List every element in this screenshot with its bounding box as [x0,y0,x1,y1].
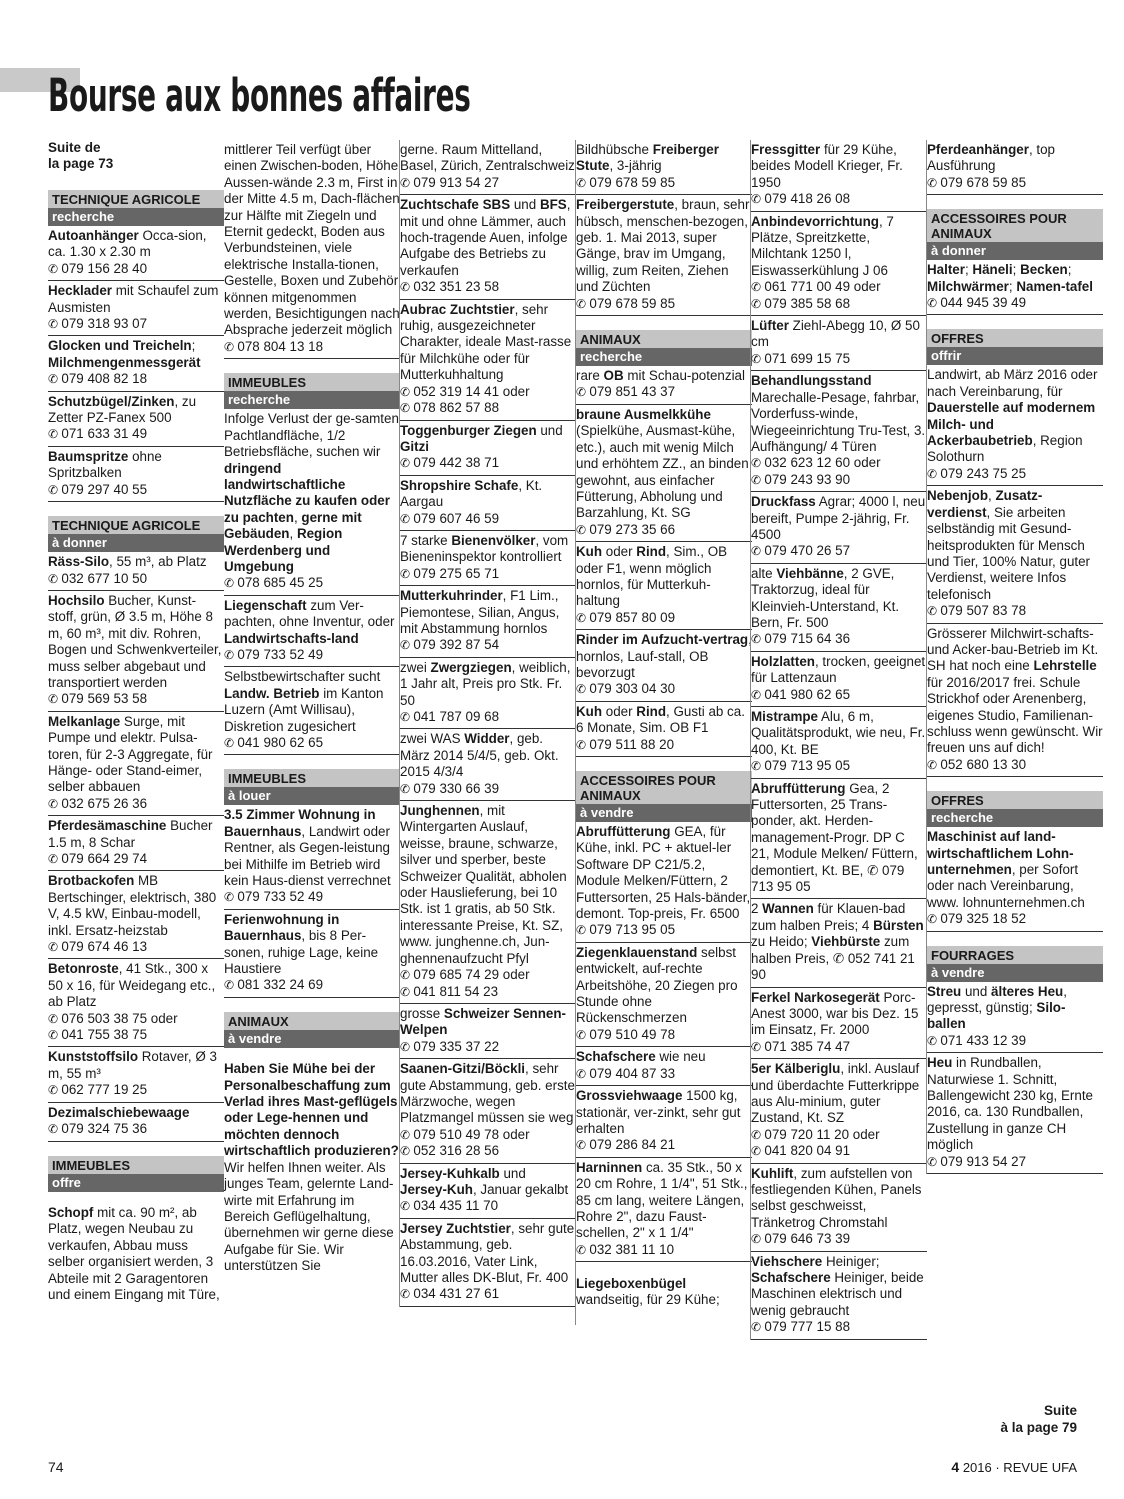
classified-ad [927,486,1103,623]
column-4 [575,140,752,1325]
phone-number: ✆ 079 685 74 29 oder [400,967,576,983]
phone-number: ✆ 071 633 31 49 [48,426,224,442]
section-header [224,769,400,805]
section-title: ACCESSOIRES POUR ANIMAUX [576,771,752,804]
ad-text: Mistrampe Alu, 6 m, Qualitätsprodukt, wie neu, Fr. 400, Kt. BE [751,709,926,757]
classified-ad [751,371,927,492]
phone-number: ✆ 062 777 19 25 [48,1082,224,1098]
classified-ad [751,1252,927,1340]
section-subtitle: à donner [927,242,1103,260]
section-subtitle: offrir [927,347,1103,365]
section-title: ANIMAUX [576,330,752,348]
classified-ad [48,552,224,591]
classified-ad [48,1205,224,1320]
classified-ad [48,1047,224,1102]
ad-text: Selbstbewirtschafter sucht Landw. Betrieb im Kanton Luzern (Amt Willisau), Diskretion zugesichert [224,669,384,734]
classified-ad [224,1061,400,1291]
ad-text: Saanen-Gitzi/Böckli, sehr gute Abstammung, geb. erste Märzwoche, wegen Platzmangel müssen sie weg [400,1061,575,1126]
page-title: Bourse aux bonnes affaires [48,69,471,122]
section-header [576,771,752,822]
phone-number: ✆ 032 623 12 60 oder [751,455,927,471]
phone-number: ✆ 079 418 26 08 [751,191,927,207]
section-title: IMMEUBLES [224,769,400,787]
classified-ad [576,1047,752,1086]
section-header [48,516,224,552]
phone-number: ✆ 079 511 88 20 [576,737,752,753]
phone-number: ✆ 079 777 15 88 [751,1319,927,1335]
classified-ad [751,140,927,212]
ad-text: Infolge Verlust der ge-samten Pachtlandfläche, 1/2 Betriebsfläche, suchen wir dringend landwirtschaftliche Nutzfläche zu kaufen oder zu pachten, gerne mit Gebäuden, Region Werdenberg und Umgebung [224,411,399,574]
phone-number: ✆ 041 755 38 75 [48,1027,224,1043]
section-header [927,946,1103,982]
phone-number: ✆ 079 392 87 54 [400,637,576,653]
phone-number: ✆ 079 715 64 36 [751,631,927,647]
phone-number: ✆ 041 787 09 68 [400,709,576,725]
phone-number: ✆ 079 318 93 07 [48,316,224,332]
classified-ad [48,591,224,712]
phone-number: ✆ 041 811 54 23 [400,984,576,1000]
ad-text: 7 starke Bienenvölker, vom Bieneninspektor kontrolliert [400,532,569,565]
phone-number: ✆ 052 680 13 30 [927,757,1103,773]
ad-text: Hecklader mit Schaufel zum Ausmisten [48,283,219,315]
classified-ad [751,316,927,371]
phone-number: ✆ 032 351 23 58 [400,279,576,295]
phone-number: ✆ 034 435 11 70 [400,1198,576,1214]
section-header [224,373,400,409]
column-5 [750,140,927,1340]
continued-from-note: Suite de la page 73 [48,140,114,171]
section-header [927,329,1103,365]
ad-text: Shropshire Schafe, Kt. Aargau [400,477,543,510]
ad-text: Ferkel Narkosegerät Porc-Anest 3000, war bis Dez. 15 im Einsatz, Fr. 2000 [751,989,919,1038]
section-title: IMMEUBLES [224,373,400,391]
classified-ad [576,630,752,702]
classified-ad [927,260,1103,315]
phone-number: ✆ 079 324 75 36 [48,1121,224,1137]
ad-text: Ferienwohnung in Bauernhaus, bis 8 Per-sonen, ruhige Lage, keine Haustiere [224,911,379,977]
phone-number: ✆ 079 507 83 78 [927,603,1103,619]
classified-ad [576,943,752,1047]
classified-ad [48,226,224,281]
issue-label: 2016 · REVUE UFA [959,1460,1077,1475]
ad-text: Mutterkuhrinder, F1 Lim., Piemontese, Silian, Angus, mit Abstammung hornlos [400,588,560,636]
section-title: IMMEUBLES [48,1156,224,1174]
section-header [927,209,1103,260]
phone-number: ✆ 079 674 46 13 [48,939,224,955]
ad-text: Halter; Häneli; Becken; Milchwärmer; Namen-tafel [927,262,1093,294]
column-1 [48,140,224,1320]
phone-number: ✆ 079 678 59 85 [576,296,752,312]
ad-text: Haben Sie Mühe bei der Personalbeschaffung zum Verlad ihres Mast-geflügels oder Lege-hennen und möchten dennoch wirtschaftlich produzieren? Wir helfen Ihnen weiter. Als junges Team, gelernte Land-wirte mit Erfahrung im Bereich Geflügelhaltung, übernehmen wir gerne diese Aufgabe für Sie. Wir unterstützen Sie [224,1061,399,1274]
phone-number: ✆ 041 980 62 65 [224,735,400,751]
classified-ad [48,1103,224,1142]
section-title: OFFRES [927,791,1103,809]
phone-number: ✆ 079 913 54 27 [400,175,576,191]
phone-number: ✆ 079 286 84 21 [576,1137,752,1153]
phone-number: ✆ 079 857 80 09 [576,610,752,626]
classified-ad [751,899,927,987]
phone-number: ✆ 079 243 93 90 [751,472,927,488]
section-title: TECHNIQUE AGRICOLE [48,516,224,534]
classified-ad [48,336,224,391]
section-title: FOURRAGES [927,946,1103,964]
classified-ad [927,982,1103,1054]
phone-number: ✆ 079 330 66 39 [400,781,576,797]
phone-number: ✆ 061 771 00 49 oder [751,279,927,295]
classified-ad [400,1164,576,1219]
classified-ad [400,801,576,1004]
classified-ad [48,447,224,502]
ad-text: Kuh oder Rind, Gusti ab ca. 6 Monate, Sim. OB F1 [576,703,745,736]
ad-text: Betonroste, 41 Stk., 300 x 50 x 16, für Weidegang etc., ab Platz [48,961,216,1010]
ad-text: Junghennen, mit Wintergarten Auslauf, weisse, braune, schwarze, silver und sperber, beste Schweizer Qualität, abholen oder Hauslieferung, bei 10 Stk. ist 1 gratis, ab 50 Stk. interessante Preise, Kt. SZ, www. junghenne.ch, Jun-ghennenaufzucht Pfyl [400,803,567,966]
phone-number: ✆ 079 664 29 74 [48,851,224,867]
classified-ad [751,1164,927,1252]
ad-text: Freibergerstute, braun, sehr hübsch, menschen-bezogen, geb. 1. Mai 2013, super Gänge, brav im Umgang, willig, zum Reiten, Ziehen und Züchten [576,197,750,295]
phone-number: ✆ 079 243 75 25 [927,466,1103,482]
ad-text: Bildhübsche Freiberger Stute, 3-jährig [576,142,719,174]
classified-ad [751,707,927,779]
section-subtitle: à louer [224,787,400,805]
classified-ad [400,658,576,730]
classified-ad [751,212,927,316]
classified-ad [400,729,576,801]
classified-ad [576,405,752,542]
phone-number: ✆ 079 678 59 85 [576,175,752,191]
phone-number: ✆ 079 733 52 49 [224,889,400,905]
classified-ad [927,624,1103,778]
phone-number: ✆ 078 804 13 18 [224,339,400,355]
issue-info [951,1459,1077,1475]
phone-number: ✆ 034 431 27 61 [400,1286,576,1302]
section-subtitle: à vendre [224,1030,400,1048]
phone-number: ✆ 071 699 15 75 [751,351,927,367]
ad-text: Glocken und Treicheln; Milchmengenmessgerät [48,338,201,370]
classified-ad [751,652,927,707]
continued-on-note: Suite à la page 79 [1000,1403,1077,1435]
ad-text: Druckfass Agrar; 4000 l, neu bereift, Pumpe 2-jährig, Fr. 4500 [751,494,926,542]
classified-ad [400,1004,576,1059]
section-header [48,1156,224,1192]
phone-number: ✆ 079 713 95 05 [751,758,927,774]
section-subtitle: à vendre [576,804,752,822]
ad-text: Zuchtschafe SBS und BFS, mit und ohne Lämmer, auch hoch-tragende Auen, infolge Aufgabe des Betriebs zu verkaufen [400,197,571,278]
ad-text: 2 Wannen für Klauen-bad zum halben Preis; 4 Bürsten zu Heido; Viehbürste zum halben Preis, ✆ 052 741 21 90 [751,901,924,983]
ad-text: Liegenschaft zum Ver-pachten, ohne Inventur, oder Landwirtschafts-land [224,597,395,646]
ad-text: mittlerer Teil verfügt über einen Zwischen-boden, Höhe Aussen-wände 2.3 m, First in der Mitte 4.5 m, Dach-flächen zur Hälfte mit Ziegeln und Eternit gedeckt, Boden aus Verbundsteinen, viele elektrische Installa-tionen, Gestelle, Boxen und Zubehör können mitgenommen werden, Besichtigungen nach Absprache jederzeit möglich [224,142,400,338]
ad-text: Pferdeanhänger, top Ausführung [927,142,1056,174]
phone-number: ✆ 079 646 73 39 [751,1231,927,1247]
ad-text: Anbindevorrichtung, 7 Plätze, Spreitzkette, Milchtank 1250 l, Eiswasserkühlung J 06 [751,213,894,278]
classified-ad [400,140,576,195]
ad-text: Streu und älteres Heu, gepresst, günstig; Silo-ballen [927,983,1067,1032]
phone-number: ✆ 079 156 28 40 [48,261,224,277]
classified-ad [224,140,400,359]
classified-ad [751,564,927,652]
ad-text: Grösserer Milchwirt-schafts- und Acker-bau-Betrieb im Kt. SH hat noch eine Lehrstelle für 2016/2017 frei. Schule Strickhof oder Arenenberg, eigenes Studio, Familienan-schluss wenn gewünscht. Wir freuen uns auf dich! [927,625,1103,756]
classified-ad [224,409,400,595]
ad-text: Schutzbügel/Zinken, zu Zetter PZ-Fanex 500 [48,393,197,426]
phone-number: ✆ 079 470 26 57 [751,543,927,559]
phone-number: ✆ 071 433 12 39 [927,1033,1103,1049]
ad-text: zwei Zwergziegen, weiblich, 1 Jahr alt, Preis pro Stk. Fr. 50 [400,659,571,708]
classified-ad [751,492,927,564]
classified-ad [400,476,576,531]
phone-number: ✆ 078 685 45 25 [224,575,400,591]
phone-number: ✆ 079 733 52 49 [224,647,400,663]
classified-ad [576,1158,752,1262]
classified-ad [576,195,752,316]
phone-number: ✆ 052 316 28 56 [400,1143,576,1159]
page-number: 74 [48,1459,64,1475]
ad-text: Hochsilo Bucher, Kunst-stoff, grün, Ø 3.5 m, Höhe 8 m, 60 m³, mit div. Rohren, Bogen und Schwenkverteiler, muss selber abgebaut und transportiert werden [48,592,222,690]
phone-number: ✆ 079 442 38 71 [400,455,576,471]
phone-number: ✆ 079 851 43 37 [576,384,752,400]
section-title: ANIMAUX [224,1012,400,1030]
phone-number: ✆ 032 381 11 10 [576,1242,752,1258]
classified-ad [48,712,224,816]
classified-ad [400,300,576,421]
phone-number: ✆ 076 503 38 75 oder [48,1011,224,1027]
ad-text: Kuhlift, zum aufstellen von festliegenden Kühen, Panels selbst geschweisst, Tränketrog Chromstahl [751,1165,922,1230]
section-title: OFFRES [927,329,1103,347]
classified-ad [224,910,400,998]
phone-number: ✆ 079 404 87 33 [576,1066,752,1082]
phone-number: ✆ 079 510 49 78 [576,1027,752,1043]
phone-number: ✆ 079 335 37 22 [400,1039,576,1055]
ad-text: Grossviehwaage 1500 kg, stationär, ver-zinkt, sehr gut erhalten [576,1088,741,1136]
phone-number: ✆ 041 980 62 65 [751,687,927,703]
phone-number: ✆ 032 677 10 50 [48,571,224,587]
phone-number: ✆ 079 569 53 58 [48,691,224,707]
classified-ad [400,1059,576,1163]
phone-number: ✆ 079 510 49 78 oder [400,1127,576,1143]
ad-text: Pferdesämaschine Bucher 1.5 m, 8 Schar [48,818,213,850]
ad-text: Lüfter Ziehl-Abegg 10, Ø 50 cm [751,318,920,350]
ad-text: Harninnen ca. 35 Stk., 50 x 20 cm Rohre, 1 1/4", 51 Stk., 85 cm lang, weitere Längen, Rohre 2", dazu Faust-schellen, 2" x 1 1/4" [576,1159,748,1241]
ad-text: Viehschere Heiniger; Schafschere Heiniger, beide Maschinen elektrisch und wenig gebraucht [751,1253,924,1318]
ad-text: braune Ausmelkkühe (Spielkühe, Ausmast-kühe, etc.), auch mit wenig Milch und erhöhtem ZZ., an binden gewohnt, aus einfacher Fütterung, Abholung und Barzahlung, Kt. SG [576,406,749,521]
classified-ad [576,1086,752,1158]
phone-number: ✆ 032 675 26 36 [48,796,224,812]
classified-ad [224,596,400,668]
ad-text: alte Viehbänne, 2 GVE, Traktorzug, ideal für Kleinvieh-Unterstand, Kt. Bern, Fr. 500 [751,565,900,630]
phone-number: ✆ 078 862 57 88 [400,400,576,416]
classified-ad [576,366,752,405]
phone-number: ✆ 041 820 04 91 [751,1143,927,1159]
ad-text: Ziegenklauenstand selbst entwickelt, auf-rechte Arbeitshöhe, 20 Ziegen pro Stunde ohne Rückenschmerzen [576,944,738,1026]
ad-text: Kunststoffsilo Rotaver, Ø 3 m, 55 m³ [48,1049,217,1081]
section-subtitle: recherche [224,391,400,409]
ad-text: Holzlatten, trocken, geeignet für Lattenzaun [751,653,926,686]
ad-text: gerne. Raum Mittelland, Basel, Zürich, Zentralschweiz [400,142,575,174]
ad-text: Fressgitter für 29 Kühe, beides Modell Krieger, Fr. 1950 [751,142,903,190]
section-header [576,330,752,366]
classified-ad [400,421,576,476]
section-subtitle: recherche [48,208,224,226]
phone-number: ✆ 079 325 18 52 [927,911,1103,927]
classified-ad [927,827,1103,931]
column-1-content [48,190,224,1320]
phone-number: ✆ 081 332 24 69 [224,977,400,993]
phone-number: ✆ 079 720 11 20 oder [751,1127,927,1143]
classified-ad [927,1053,1103,1174]
phone-number: ✆ 079 273 35 66 [576,522,752,538]
ad-text: grosse Schweizer Sennen-Welpen [400,1005,566,1038]
phone-number: ✆ 079 297 40 55 [48,482,224,498]
ad-text: Maschinist auf land-wirtschaftlichem Lohn-unternehmen, per Sofort oder nach Vereinbarung, www. lohnunternehmen.ch [927,829,1085,910]
column-3 [399,140,576,1307]
classified-ad [400,1219,576,1307]
ad-text: Räss-Silo, 55 m³, ab Platz [48,554,207,570]
issue-number: 4 [951,1459,960,1475]
section-subtitle: à vendre [927,964,1103,982]
classified-ad [400,531,576,586]
classified-ad [576,1276,752,1325]
classified-ad [224,667,400,755]
section-header [927,791,1103,827]
classified-ad [48,816,224,871]
phone-number: ✆ 052 319 14 41 oder [400,384,576,400]
phone-number: ✆ 044 945 39 49 [927,295,1103,311]
phone-number: ✆ 079 303 04 30 [576,681,752,697]
section-title: ACCESSOIRES POUR ANIMAUX [927,209,1103,242]
classified-ad [224,805,400,909]
ad-text: Abruffütterung Gea, 2 Futtersorten, 25 Trans-ponder, akt. Herden-management-Progr. DP C 21, Module Melken/ Füttern, demontiert, Kt. BE, ✆ 079 713 95 05 [751,780,918,895]
phone-number: ✆ 079 913 54 27 [927,1154,1103,1170]
phone-number: ✆ 079 408 82 18 [48,371,224,387]
classified-ad [751,1059,927,1163]
ad-text: Rinder im Aufzucht-vertrag, hornlos, Lauf-stall, OB bevorzugt [576,632,752,680]
classified-ad [400,195,576,299]
column-2 [224,140,400,1291]
classified-ad [576,542,752,630]
section-header [224,1012,400,1048]
classified-ad [927,140,1103,195]
phone-number: ✆ 071 385 74 47 [751,1039,927,1055]
classified-ad [576,702,752,757]
phone-number: ✆ 079 713 95 05 [576,922,752,938]
ad-text: Dezimalschiebewaage [48,1104,190,1120]
ad-text: Jersey Zuchtstier, sehr gute Abstammung, geb. 16.03.2016, Vater Link, Mutter alles DK-Blut, Fr. 400 [400,1220,575,1285]
classified-ad [48,871,224,959]
section-header [48,190,224,226]
ad-text: Heu in Rundballen, Naturwiese 1. Schnitt, Ballengewicht 230 kg, Ernte 2016, ca. 130 Rundballen, Zustellung in ganze CH möglich [927,1055,1093,1153]
classified-ad [751,988,927,1060]
classified-ad [400,586,576,658]
classified-ad [576,140,752,195]
phone-number: ✆ 079 275 65 71 [400,566,576,582]
ad-text: Abruffütterung GEA, für Kühe, inkl. PC + aktuel-ler Software DP C21/5.2, Module Melken/Füttern, 2 Futtersorten, 25 Hals-bänder, demont. Top-preis, Fr. 6500 [576,824,751,922]
ad-text: Liegeboxenbügel wandseitig, für 29 Kühe; [576,1275,720,1307]
ad-text: Schafschere wie neu [576,1049,706,1065]
phone-number: ✆ 079 678 59 85 [927,175,1103,191]
ad-text: Toggenburger Ziegen und Gitzi [400,422,563,454]
ad-text: Autoanhänger Occa-sion, ca. 1.30 x 2.30 m [48,228,207,260]
classified-ad [927,365,1103,486]
ad-text: zwei WAS Widder, geb. März 2014 5/4/5, geb. Okt. 2015 4/3/4 [400,731,559,780]
ad-text: 3.5 Zimmer Wohnung in Bauernhaus, Landwirt oder Rentner, als Gegen-leistung bei Mithilfe im Betrieb wird kein Haus-dienst verrechnet [224,807,391,889]
classified-ad [48,281,224,336]
ad-text: rare OB mit Schau-potenzial [576,368,745,384]
ad-text: Schopf mit ca. 90 m², ab Platz, wegen Neubau zu verkaufen, Abbau muss selber organisiert werden, 3 Abteile mit 2 Garagentoren und einem Eingang mit Türe, [48,1204,220,1302]
ad-text: Melkanlage Surge, mit Pumpe und elektr. Pulsa-toren, für 2-3 Aggregate, für Hänge- oder Stand-eimer, selber abbauen [48,713,213,795]
classified-ad [48,959,224,1047]
ad-text: Landwirt, ab März 2016 oder nach Vereinbarung, für Dauerstelle auf modernem Milch- und Ackerbaubetrieb, Region Solothurn [927,367,1098,465]
ad-text: Baumspritze ohne Spritzbalken [48,448,162,481]
classified-ad [48,392,224,447]
ad-text: Behandlungsstand Marechalle-Pesage, fahrbar, Vorderfuss-winde, Wiegeeinrichtung Tru-Test, 3. Aufhängung/ 4 Türen [751,373,926,454]
section-subtitle: recherche [927,809,1103,827]
column-6 [926,140,1103,1174]
classified-ad [576,822,752,943]
phone-number: ✆ 079 607 46 59 [400,511,576,527]
ad-text: Brotbackofen MB Bertschinger, elektrisch, 380 V, 4.5 kW, Einbau-modell, inkl. Ersatz-heizstab [48,873,217,938]
ad-text: Nebenjob, Zusatz-verdienst, Sie arbeiten selbständig mit Gesund-heitsprodukten für Mensch und Tier, 100% Natur, guter Verdienst, weitere Infos telefonisch [927,488,1091,602]
ad-text: 5er Kälberiglu, inkl. Auslauf und überdachte Futterkrippe aus Alu-minium, guter Zustand, Kt. SZ [751,1061,920,1126]
section-subtitle: offre [48,1174,224,1192]
ad-text: Kuh oder Rind, Sim., OB oder F1, wenn möglich hornlos, für Mutterkuh-haltung [576,544,728,609]
classified-ad [751,779,927,900]
ad-text: Jersey-Kuhkalb und Jersey-Kuh, Januar gekalbt [400,1165,569,1197]
ad-text: Aubrac Zuchtstier, sehr ruhig, ausgezeichneter Charakter, ideale Mast-rasse für Milchkühe oder für Mutterkuhhaltung [400,301,572,383]
section-subtitle: recherche [576,348,752,366]
section-title: TECHNIQUE AGRICOLE [48,190,224,208]
section-subtitle: à donner [48,534,224,552]
phone-number: ✆ 079 385 58 68 [751,296,927,312]
